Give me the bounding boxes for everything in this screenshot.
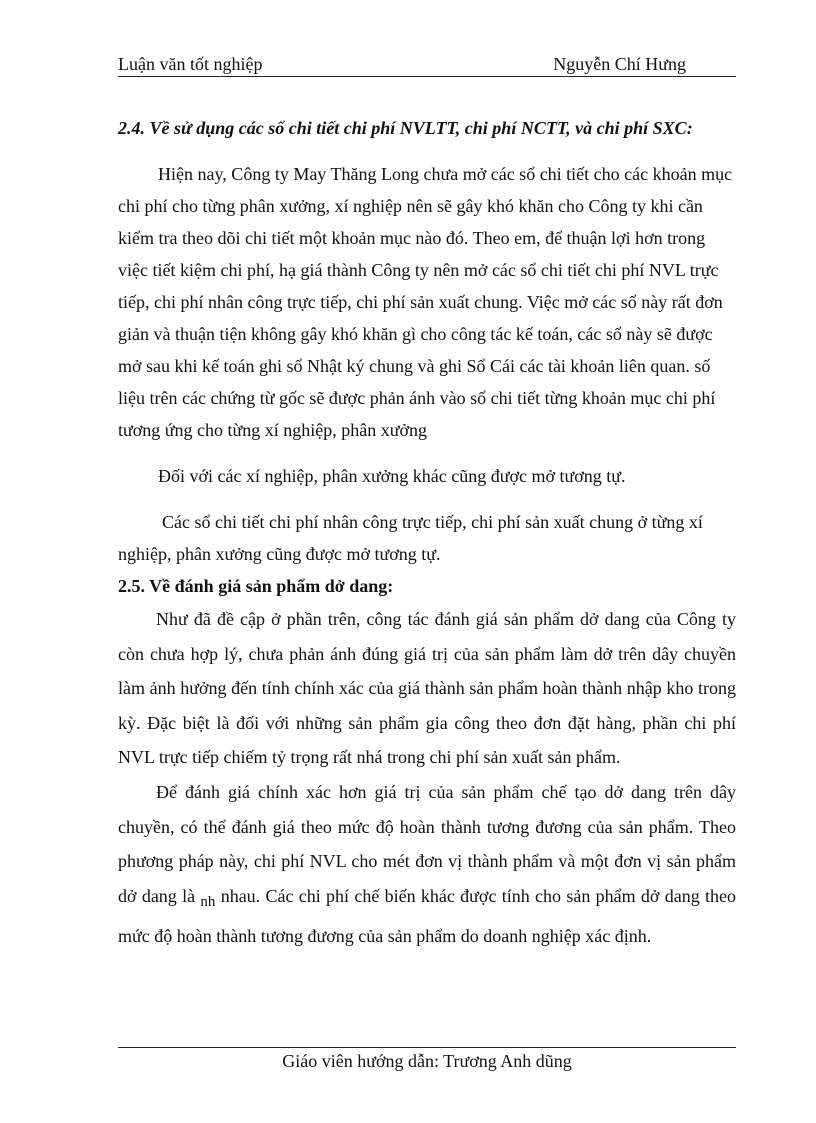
section-2-5-paragraph-1: Như đã đề cập ở phần trên, công tác đánh giá sản phẩm dở dang của Công ty còn chưa hợp lý, chưa phản ánh đúng giá trị của sản phẩm làm dở trên dây chuyền làm ảnh hưởng đến tính chính xác của giá thành sản phẩm hoàn thành nhập kho trong kỳ. Đặc biệt là đối với những sản phẩm gia công theo đơn đặt hàng, phần chi phí NVL trực tiếp chiếm tỷ trọng rất nhá trong chi phí sản xuất sản phẩm. <box>118 609 736 768</box>
section-2-4-paragraph-1: Hiện nay, Công ty May Thăng Long chưa mở các sổ chi tiết cho các khoản mục chi phí cho từng phân xưởng, xí nghiệp nên sẽ gây khó khăn cho Công ty khi cần kiểm tra theo dõi chi tiết một khoản mục nào đó. Theo em, để thuận lợi hơn trong việc tiết kiệm chi phí, hạ giá thành Công ty nên mở các sổ chi tiết chi phí NVL trực tiếp, chi phí nhân công trực tiếp, chi phí sản xuất chung. Việc mở các sổ này rất đơn giản và thuận tiện không gây khó khăn gì cho công tác kế toán, các sổ này sẽ được mở sau khi kế toán ghi sổ Nhật ký chung và ghi Sổ Cái các tài khoản liên quan. số liệu trên các chứng từ gốc sẽ được phản ánh vào sổ chi tiết từng khoản mục chi phí tương ứng cho từng xí nghiệp, phân xưởng <box>118 164 733 440</box>
section-2-4-heading: 2.4. Về sử dụng các sổ chi tiết chi phí NVLTT, chi phí NCTT, và chi phí SXC: <box>118 118 693 138</box>
section-2-5-paragraph-2 <box>118 775 736 954</box>
page-header <box>118 52 736 77</box>
header-thesis-title: Luận văn tốt nghiệp <box>118 54 263 74</box>
page-content <box>118 112 736 954</box>
page-footer: Giáo viên hướng dẫn: Trương Anh dũng <box>282 1051 572 1071</box>
section-2-5-heading: 2.5. Về đánh giá sản phẩm dở dang: <box>118 576 394 596</box>
paragraph-2-subscript: nh <box>200 893 216 910</box>
paragraph-2-text-start: Để đánh giá chính xác hơn giá trị của sản phẩm chế tạo dở dang trên dây chuyền, có thể đánh giá theo mức độ hoàn thành tương đương của sản phẩm. Theo phương pháp này, chi phí NVL cho mét đơn vị thành phẩm và một đơn vị sản phẩm dở dang là <box>118 781 736 906</box>
header-author-name: Nguyễn Chí Hưng <box>553 54 686 74</box>
footer-divider <box>118 1047 736 1048</box>
section-2-4-paragraph-2: Đối với các xí nghiệp, phân xưởng khác cũng được mở tương tự. <box>158 466 626 486</box>
paragraph-2-text-end: nhau. Các chi phí chế biến khác được tính cho sản phẩm dở dang theo mức độ hoàn thành tương đương của sản phẩm do doanh nghiệp xác định. <box>118 885 736 947</box>
section-2-4-paragraph-3: Các sổ chi tiết chi phí nhân công trực tiếp, chi phí sản xuất chung ở từng xí nghiệp, phân xưởng cũng được mở tương tự. <box>118 512 703 564</box>
